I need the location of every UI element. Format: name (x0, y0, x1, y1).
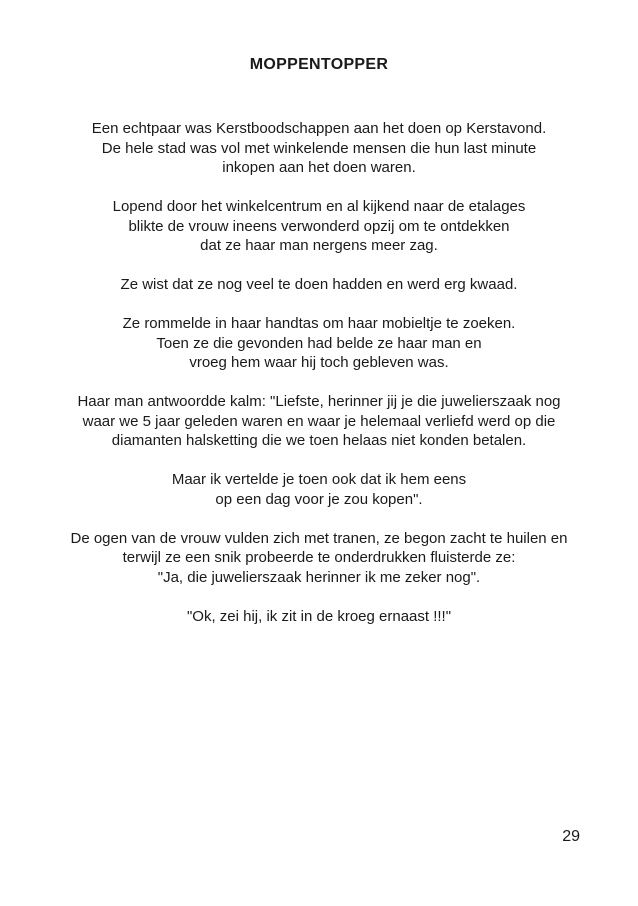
text-line: inkopen aan het doen waren. (222, 159, 416, 176)
text-line: waar we 5 jaar geleden waren en waar je helemaal verliefd werd op die (82, 412, 556, 430)
text-line: diamanten halsketting die we toen helaas niet konden betalen. (111, 432, 527, 449)
paragraph-6 (0, 470, 638, 509)
text-line: Een echtpaar was Kerstboodschappen aan het doen op Kerstavond. (91, 120, 547, 137)
paragraph-5 (0, 392, 638, 451)
text-line: terwijl ze een snik probeerde te onderdrukken fluisterde ze: (122, 549, 516, 566)
text-line: Maar ik vertelde je toen ook dat ik hem eens (171, 471, 467, 488)
text-line: "Ok, zei hij, ik zit in de kroeg ernaast !!!" (186, 607, 452, 625)
text-line: dat ze haar man nergens meer zag. (200, 237, 438, 254)
page-number: 29 (562, 828, 580, 845)
text-line: op een dag voor je zou kopen". (215, 490, 423, 508)
paragraph-3 (0, 275, 638, 295)
text-line: Haar man antwoordde kalm: "Liefste, herinner jij je die juwelierszaak nog (77, 393, 561, 410)
text-line: De ogen van de vrouw vulden zich met tranen, ze begon zacht te huilen en (70, 529, 568, 547)
paragraph-4 (0, 314, 638, 373)
text-line: Ze rommelde in haar handtas om haar mobieltje te zoeken. (122, 315, 516, 332)
paragraph-7 (0, 529, 638, 588)
story-body (0, 119, 638, 646)
paragraph-2 (0, 197, 638, 256)
paragraph-1 (0, 119, 638, 178)
text-line: Lopend door het winkelcentrum en al kijkend naar de etalages (112, 198, 526, 215)
paragraph-8 (0, 607, 638, 627)
text-line: Toen ze die gevonden had belde ze haar man en (156, 334, 482, 352)
text-line: vroeg hem waar hij toch gebleven was. (189, 354, 449, 371)
text-line: De hele stad was vol met winkelende mensen die hun last minute (101, 139, 537, 157)
text-line: blikte de vrouw ineens verwonderd opzij om te ontdekken (128, 217, 510, 235)
text-line: "Ja, die juwelierszaak herinner ik me zeker nog". (157, 568, 481, 586)
text-line: Ze wist dat ze nog veel te doen hadden en werd erg kwaad. (120, 276, 518, 293)
page-title: MOPPENTOPPER (249, 56, 389, 73)
